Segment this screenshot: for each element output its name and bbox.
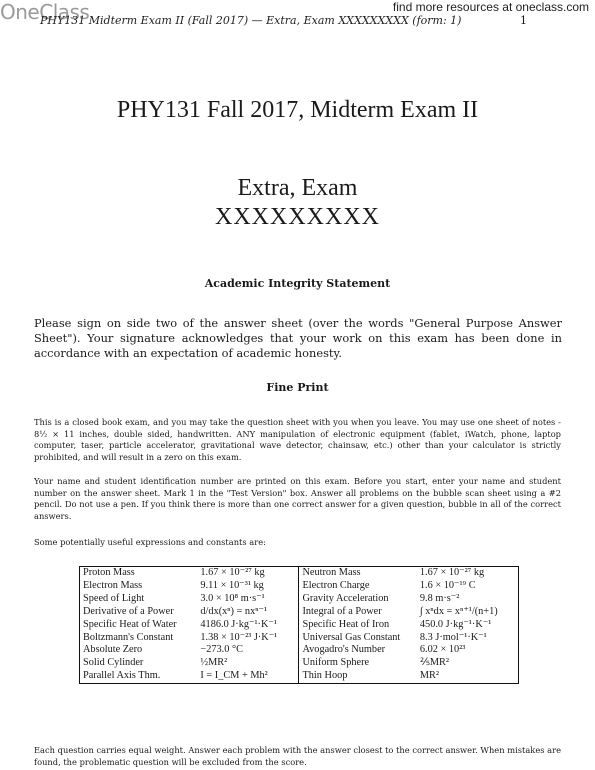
- constants-row: [80, 619, 519, 632]
- constant-value: 9.11 × 10⁻³¹ kg: [200, 579, 264, 591]
- page-number: 1: [520, 14, 527, 27]
- constant-name: Derivative of a Power: [83, 605, 174, 617]
- constants-row: [80, 670, 519, 683]
- constant-value: 450.0 J·kg⁻¹·K⁻¹: [419, 618, 492, 630]
- oneclass-logo: OneClass: [0, 0, 90, 24]
- constant-value: 1.67 × 10⁻²⁷ kg: [200, 567, 265, 578]
- constant-value: 1.6 × 10⁻¹⁹ C: [419, 579, 476, 591]
- constant-name: Electron Mass: [83, 579, 143, 591]
- constant-name: Solid Cylinder: [83, 657, 144, 669]
- fine-print-instructions: Your name and student identification number are printed on this exam. Before you start, enter your name and student number on the answer sheet. Mark 1 in the "Test Version" box. Answer all problems on the bubble scan sheet using a #2 pencil. Do not use a pen. If you think there is more than one correct answer for a given question, bubble in all of the correct answers.: [34, 476, 561, 521]
- constant-value: 6.02 × 10²³: [419, 644, 466, 656]
- constant-value: 9.8 m·s⁻²: [419, 592, 460, 604]
- constants-row: [80, 593, 519, 606]
- constant-name: Integral of a Power: [302, 605, 382, 617]
- constant-value: MR²: [419, 670, 440, 682]
- fine-print-scoring: Each question carries equal weight. Answer each problem with the answer closest to the correct answer. When mistakes are found, the problematic question will be excluded from the score.: [34, 745, 561, 767]
- student-number: XXXXXXXXX: [215, 204, 380, 230]
- fine-print-constants-intro: Some potentially useful expressions and constants are:: [34, 537, 266, 547]
- constant-name: Thin Hoop: [302, 670, 348, 682]
- constant-value: 1.67 × 10⁻²⁷ kg: [419, 567, 485, 578]
- fine-print-closed-book: This is a closed book exam, and you may take the question sheet with you when you leave. You may use one sheet of notes - 8½ × 11 inches, double sided, handwritten. ANY manipulation of electronic equipment (fablet, iWatch, phone, laptop computer, taser, particle accelerator, gravitational wave detector, chainsaw, etc.) other than your calculator is strictly prohibited, and will result in a zero on this exam.: [34, 417, 561, 462]
- constant-name: Gravity Acceleration: [302, 592, 389, 604]
- constant-name: Electron Charge: [302, 579, 370, 591]
- constant-name: Neutron Mass: [302, 567, 361, 578]
- constants-row: [80, 632, 519, 645]
- constant-name: Absolute Zero: [83, 644, 143, 656]
- promo-link-top[interactable]: find more resources at oneclass.com: [392, 0, 589, 14]
- running-head: PHY131 Midterm Exam II (Fall 2017) — Extra, Exam XXXXXXXXX (form: 1): [40, 14, 462, 27]
- constants-row: [80, 606, 519, 619]
- constant-value: ½MR²: [200, 657, 228, 669]
- constant-value: 8.3 J·mol⁻¹·K⁻¹: [419, 631, 487, 643]
- constants-row: [80, 580, 519, 593]
- student-name: Extra, Exam: [237, 175, 358, 201]
- constant-name: Proton Mass: [83, 567, 135, 578]
- constant-name: Parallel Axis Thm.: [83, 670, 161, 682]
- constant-name: Avogadro's Number: [302, 644, 386, 656]
- constant-name: Universal Gas Constant: [302, 631, 401, 643]
- constants-row: [80, 644, 519, 657]
- constant-value: −273.0 °C: [200, 644, 243, 656]
- constant-value: I = I_CM + Mh²: [200, 670, 268, 682]
- promo-links: [393, 1, 589, 14]
- constant-value: 4186.0 J·kg⁻¹·K⁻¹: [200, 618, 277, 630]
- constant-name: Speed of Light: [83, 592, 145, 604]
- constant-name: Specific Heat of Water: [83, 618, 177, 630]
- constant-name: Specific Heat of Iron: [302, 618, 390, 630]
- constant-value: ∫ xⁿdx = xⁿ⁺¹/(n+1): [419, 605, 498, 617]
- constant-value: 1.38 × 10⁻²³ J·K⁻¹: [200, 631, 278, 643]
- constant-name: Uniform Sphere: [302, 657, 370, 669]
- integrity-text: Please sign on side two of the answer sheet (over the words "General Purpose Answer Sheet"). Your signature acknowledges that your work on this exam has been done in accordance with an expectation of academic honesty.: [34, 316, 562, 360]
- exam-title: PHY131 Fall 2017, Midterm Exam II: [116, 97, 479, 123]
- integrity-heading: Academic Integrity Statement: [204, 277, 391, 290]
- constant-value: 3.0 × 10⁸ m·s⁻¹: [200, 592, 265, 604]
- constants-table: [79, 566, 519, 684]
- constant-name: Boltzmann's Constant: [83, 631, 174, 643]
- fine-print-heading: Fine Print: [266, 381, 329, 394]
- constant-value: ⅖MR²: [419, 657, 449, 669]
- constants-row: [80, 567, 519, 580]
- constant-value: d/dx(xⁿ) = nxⁿ⁻¹: [200, 605, 267, 617]
- constants-row: [80, 657, 519, 670]
